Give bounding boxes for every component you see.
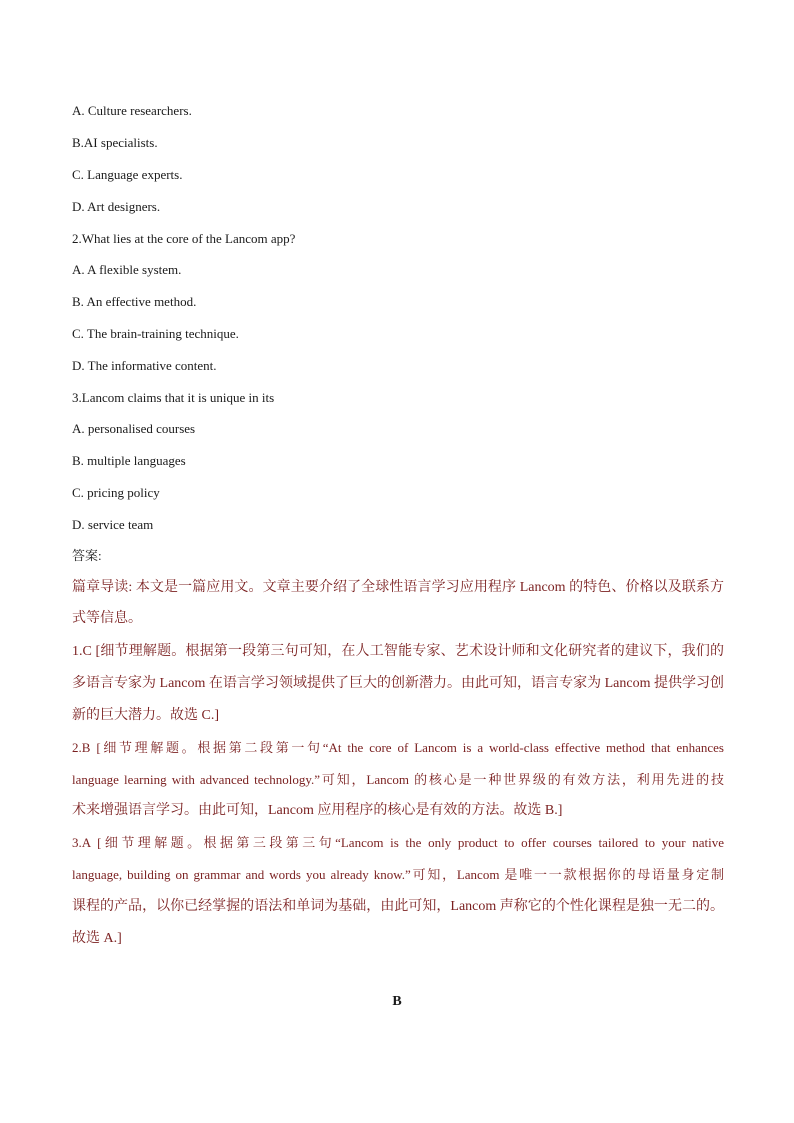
answer-1-line-2: 多语言专家为 Lancom 在语言学习领域提供了巨大的创新潜力。由此可知，语言专家为 Lancom 提供学习创 xyxy=(72,676,724,691)
section-heading: B xyxy=(392,994,402,1009)
answer-1-line-3: 新的巨大潜力。故选 C.] xyxy=(72,708,219,723)
answer-2-line-3: 术来增强语言学习。由此可知，Lancom 应用程序的核心是有效的方法。故选 B.] xyxy=(72,803,563,818)
q2-option-c: C. The brain-training technique. xyxy=(72,326,239,341)
q3-option-c: C. pricing policy xyxy=(72,485,160,500)
q2-stem: 2.What lies at the core of the Lancom app? xyxy=(72,231,296,246)
answer-2-line-1: 2.B [细节理解题。根据第二段第一句“At the core of Lancom is a world-class effective method that enhances xyxy=(72,740,724,755)
answer-3-line-1: 3.A [细节理解题。根据第三段第三句“Lancom is the only product to offer courses tailored to your native xyxy=(72,835,724,850)
q1-option-a: A. Culture researchers. xyxy=(72,103,192,118)
q3-option-b: B. multiple languages xyxy=(72,453,186,468)
answer-label: 答案: xyxy=(72,548,102,563)
answer-3-line-2: language, building on grammar and words you already know.”可知，Lancom 是唯一一款根据你的母语量身定制 xyxy=(72,867,724,882)
answer-1-line-1: 1.C [细节理解题。根据第一段第三句可知，在人工智能专家、艺术设计师和文化研究者的建议下，我们的 xyxy=(72,644,724,659)
guide-line-2: 式等信息。 xyxy=(72,611,142,626)
q2-option-a: A. A flexible system. xyxy=(72,262,182,277)
q2-option-d: D. The informative content. xyxy=(72,358,217,373)
q1-option-d: D. Art designers. xyxy=(72,199,161,214)
q3-option-a: A. personalised courses xyxy=(72,421,196,436)
q1-option-b: B.AI specialists. xyxy=(72,135,158,150)
answer-3-line-3: 课程的产品，以你已经掌握的语法和单词为基础，由此可知，Lancom 声称它的个性化课程是独一无二的。 xyxy=(72,899,724,914)
guide-line-1: 篇章导读: 本文是一篇应用文。文章主要介绍了全球性语言学习应用程序 Lancom 的特色、价格以及联系方 xyxy=(72,580,724,595)
q3-stem: 3.Lancom claims that it is unique in its xyxy=(72,390,275,405)
answer-3-line-4: 故选 A.] xyxy=(72,931,122,946)
q1-option-c: C. Language experts. xyxy=(72,167,183,182)
q2-option-b: B. An effective method. xyxy=(72,294,197,309)
q3-option-d: D. service team xyxy=(72,517,154,532)
answer-2-line-2: language learning with advanced technology.”可知，Lancom 的核心是一种世界级的有效方法，利用先进的技 xyxy=(72,772,724,787)
